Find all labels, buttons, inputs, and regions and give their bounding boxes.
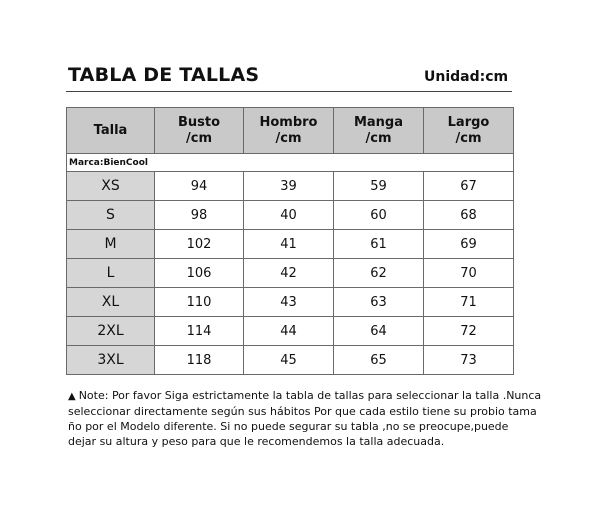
hombro-cell: 43 (244, 288, 334, 317)
largo-cell: 69 (424, 230, 514, 259)
table-row (67, 172, 514, 201)
size-cell: 2XL (67, 317, 155, 346)
table-header-row (67, 108, 514, 154)
note-text: Note: Por favor Siga estrictamente la tabla de tallas para seleccionar la talla .Nunca (78, 389, 542, 402)
size-cell: 3XL (67, 346, 155, 375)
brand-label: Marca:BienCool (67, 154, 514, 172)
largo-cell: 73 (424, 346, 514, 375)
column-header-label: Manga (353, 114, 404, 130)
note-line: seleccionar directamente según sus hábitos Por que cada estilo tiene su probio tama (68, 405, 537, 418)
hombro-cell: 39 (244, 172, 334, 201)
largo-cell: 71 (424, 288, 514, 317)
column-header-busto (155, 108, 244, 154)
table-row (67, 346, 514, 375)
largo-cell: 67 (424, 172, 514, 201)
largo-cell: 68 (424, 201, 514, 230)
busto-cell: 98 (155, 201, 244, 230)
column-header-hombro (244, 108, 334, 154)
hombro-cell: 40 (244, 201, 334, 230)
hombro-cell: 44 (244, 317, 334, 346)
column-header-label: Busto (177, 114, 221, 130)
manga-cell: 65 (334, 346, 424, 375)
busto-cell: 110 (155, 288, 244, 317)
largo-cell: 72 (424, 317, 514, 346)
column-header-label: Largo (447, 114, 490, 130)
size-cell: XS (67, 172, 155, 201)
size-cell: S (67, 201, 155, 230)
note-line: dejar su altura y peso para que le recomendemos la talla adecuada. (68, 435, 445, 448)
column-header-talla (67, 108, 155, 154)
note-line: ño por el Modelo diferente. Si no puede segurar su tabla ,no se preocupe,puede (68, 420, 509, 433)
sizing-note (68, 388, 542, 449)
busto-cell: 114 (155, 317, 244, 346)
hombro-cell: 41 (244, 230, 334, 259)
busto-cell: 118 (155, 346, 244, 375)
manga-cell: 62 (334, 259, 424, 288)
column-header-unit: /cm (455, 130, 482, 146)
manga-cell: 60 (334, 201, 424, 230)
largo-cell: 70 (424, 259, 514, 288)
column-header-largo (424, 108, 514, 154)
page-title: TABLA DE TALLAS (68, 64, 260, 86)
size-cell: M (67, 230, 155, 259)
manga-cell: 64 (334, 317, 424, 346)
table-row (67, 230, 514, 259)
triangle-up-icon: ▲ (68, 391, 76, 402)
table-row (67, 201, 514, 230)
table-row (67, 259, 514, 288)
column-header-unit: /cm (186, 130, 212, 146)
size-cell: XL (67, 288, 155, 317)
manga-cell: 59 (334, 172, 424, 201)
table-row (67, 317, 514, 346)
manga-cell: 63 (334, 288, 424, 317)
hombro-cell: 45 (244, 346, 334, 375)
table-row (67, 288, 514, 317)
busto-cell: 102 (155, 230, 244, 259)
brand-row (67, 154, 514, 172)
column-header-manga (334, 108, 424, 154)
size-cell: L (67, 259, 155, 288)
note-line (68, 388, 542, 404)
title-divider (66, 91, 512, 92)
size-chart-table (66, 107, 514, 375)
column-header-unit: /cm (365, 130, 392, 146)
busto-cell: 94 (155, 172, 244, 201)
column-header-label: Talla (93, 122, 128, 138)
busto-cell: 106 (155, 259, 244, 288)
manga-cell: 61 (334, 230, 424, 259)
column-header-label: Hombro (259, 114, 318, 130)
unit-label: Unidad:cm (424, 69, 509, 85)
column-header-unit: /cm (275, 130, 302, 146)
hombro-cell: 42 (244, 259, 334, 288)
